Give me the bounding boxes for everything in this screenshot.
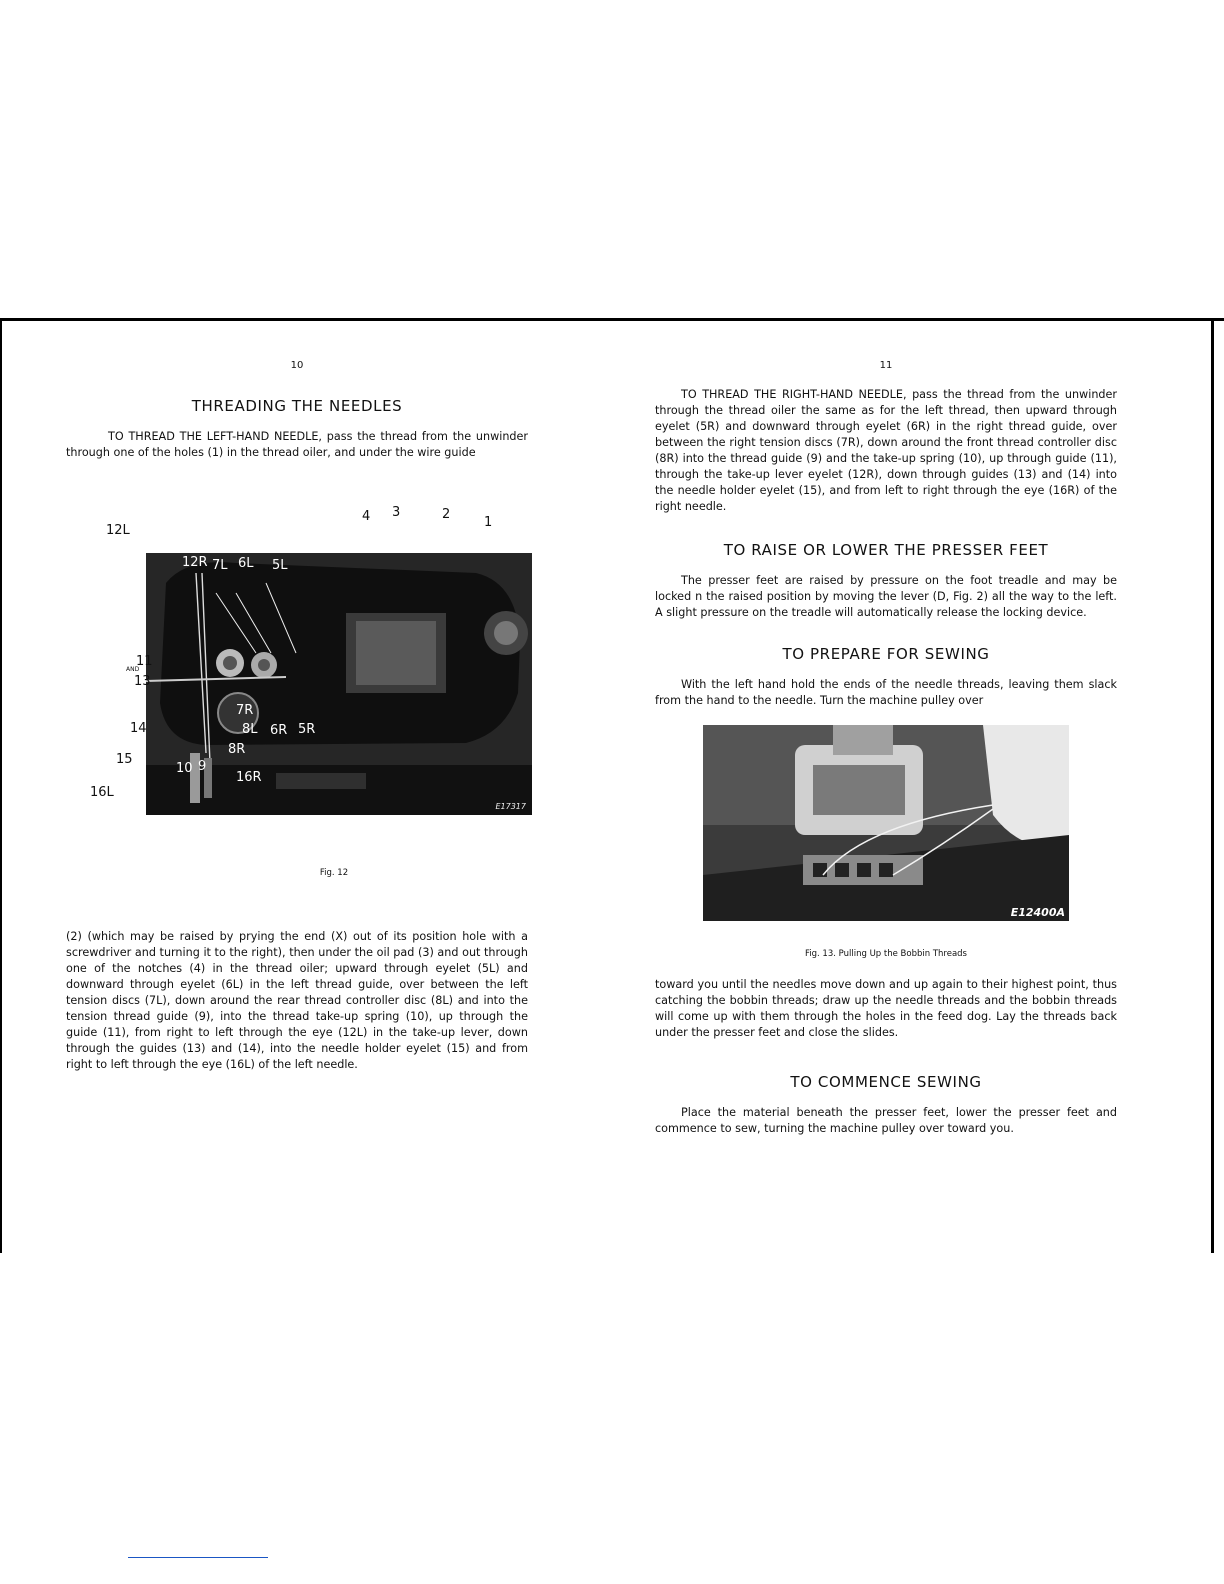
callout-16l: 16L — [90, 785, 114, 800]
callout-6l: 6L — [238, 556, 254, 571]
sewing-machine-illustration — [146, 553, 532, 815]
callout-14: 14 — [130, 721, 147, 736]
spread-right-border — [1211, 318, 1214, 1253]
left-page — [66, 360, 528, 1073]
callout-8l: 8L — [242, 722, 258, 737]
figure-12-caption: Fig. 12 — [319, 868, 349, 878]
section-text-prepare-1: With the left hand hold the ends of the needle threads, leaving them slack from the hand to the needle. Turn the machine pulley over — [655, 678, 1117, 707]
callout-1: 1 — [484, 515, 493, 530]
figure-code: E17317 — [495, 802, 526, 811]
callout-11: 11 — [136, 654, 153, 669]
section-text-prepare-2: toward you until the needles move down and up again to their highest point, thus catching the bobbin threads; draw up the needle threads and the bobbin threads will come up with them through the holes in the feed dog. Lay the threads back under the presser feet and close the slides. — [655, 978, 1117, 1039]
callout-4: 4 — [362, 509, 371, 524]
callout-6r: 6R — [270, 723, 288, 738]
callout-2: 2 — [442, 507, 451, 522]
left-thread-intro: TO THREAD THE LEFT-HAND NEEDLE, pass the thread from the unwinder through one of the holes (1) in the thread oiler, and under the wire guide — [66, 430, 528, 459]
section-text-raise: The presser feet are raised by pressure on the foot treadle and may be locked n the raised position by moving the lever (D, Fig. 2) all the way to the left. A slight pressure on the treadle will automatically release the locking device. — [655, 574, 1117, 619]
callout-3: 3 — [392, 505, 401, 520]
page-title: THREADING THE NEEDLES — [191, 397, 403, 415]
left-thread-continued: (2) (which may be raised by prying the end (X) out of its position hole with a screwdriver and turning it to the right), then under the oil pad (3) and out through one of the notches (4) in the thread oiler; upward through eyelet (5L) and downward through eyelet (6L) in the left thread guide, over between the left tension discs (7L), down around the rear thread controller disc (8L) and into the tension thread guide (9), into the thread take-up spring (10), up through the guide (11), from right to left through the eye (12L) in the take-up lever, down through the guides (13) and (14), into the needle holder eyelet (15) and from right to left through the eye (16L) of the left needle. — [66, 930, 528, 1071]
section-title-commence: TO COMMENCE SEWING — [790, 1073, 982, 1091]
callout-7r: 7R — [236, 703, 254, 718]
callout-5r: 5R — [298, 722, 316, 737]
figure-12 — [90, 505, 532, 883]
page-number: 10 — [290, 360, 304, 371]
callout-10: 10 — [176, 761, 193, 776]
page-number: 11 — [879, 360, 893, 371]
callout-7l: 7L — [212, 558, 228, 573]
sewing-machine-photo — [146, 553, 532, 815]
spread-top-border — [0, 318, 1224, 321]
section-text-commence: Place the material beneath the presser feet, lower the presser feet and commence to sew, turning the machine pulley over toward you. — [655, 1106, 1117, 1135]
callout-9: 9 — [198, 759, 207, 774]
callout-15: 15 — [116, 752, 133, 767]
section-title-raise: TO RAISE OR LOWER THE PRESSER FEET — [723, 541, 1049, 559]
right-thread-instructions: TO THREAD THE RIGHT-HAND NEEDLE, pass the thread from the unwinder through the thread oiler the same as for the left thread, then upward through eyelet (5R) and downward through eyelet (6R) in the right thread guide, over between the right tension discs (7R), down around the front thread controller disc (8R) into the thread guide (9) and the take-up spring (10), up through guide (11), through the take-up lever eyelet (12R), down through guides (13) and (14) into the needle holder eyelet (15), and from left to right through the eye (16R) of the right needle. — [655, 388, 1117, 513]
callout-x: X — [480, 533, 489, 548]
right-page — [655, 360, 1117, 1137]
bottom-link-underline — [128, 1557, 268, 1558]
callout-12r: 12R — [182, 555, 208, 570]
figure-13-code: E12400A — [1010, 906, 1065, 919]
presser-feet-illustration — [703, 725, 1069, 921]
callout-and: AND — [126, 666, 140, 673]
figure-13-caption: Fig. 13. Pulling Up the Bobbin Threads — [805, 949, 967, 959]
callout-8r: 8R — [228, 742, 246, 757]
figure-13 — [703, 725, 1069, 925]
spread-left-border — [0, 318, 2, 1253]
callout-13: 13 — [134, 674, 151, 689]
section-title-prepare: TO PREPARE FOR SEWING — [782, 645, 990, 663]
callout-12l: 12L — [106, 523, 130, 538]
callout-5l: 5L — [272, 558, 288, 573]
presser-feet-photo — [703, 725, 1069, 921]
figure-12-caption-wrap — [106, 868, 532, 878]
callout-16r: 16R — [236, 770, 262, 785]
